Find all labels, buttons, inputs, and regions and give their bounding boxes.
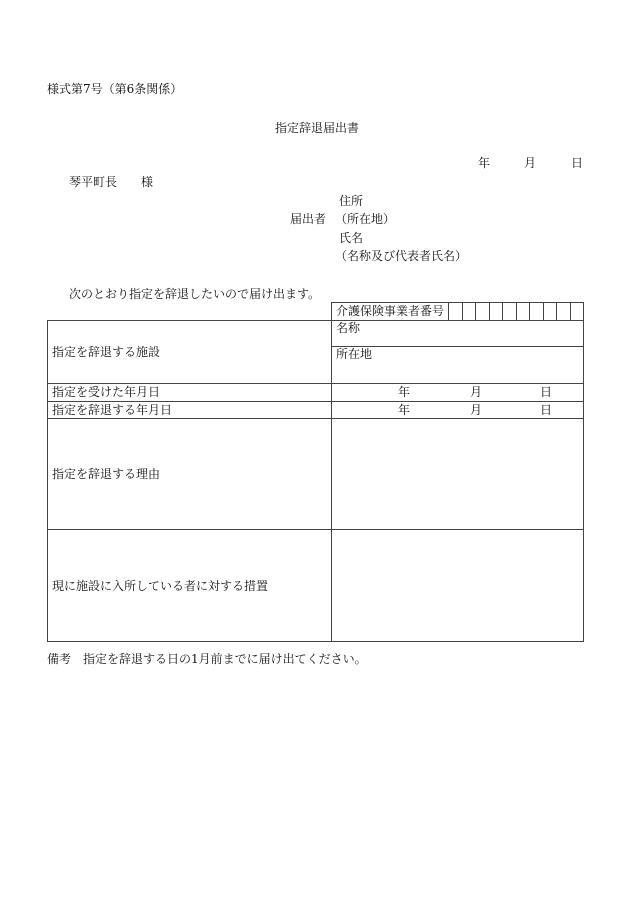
date-year-label: 年 (478, 156, 491, 170)
insurer-number-label: 介護保険事業者番号 (336, 304, 445, 318)
date-day-label: 日 (571, 156, 584, 170)
applicant-name-note: （名称及び代表者氏名） (335, 249, 468, 263)
withdrawal-date-year: 年 (398, 403, 411, 417)
designated-date-label: 指定を受けた年月日 (52, 385, 161, 399)
designated-date-year: 年 (398, 385, 411, 399)
applicant-location-label: （所在地） (335, 212, 396, 226)
applicant-name-label: 氏名 (339, 231, 364, 245)
applicant-label: 届出者 (290, 212, 327, 226)
addressee-honorific: 様 (141, 175, 154, 189)
designated-date-day: 日 (540, 385, 553, 399)
intro-text: 次のとおり指定を辞退したいので届け出ます。 (69, 287, 321, 301)
facility-location-label: 所在地 (336, 347, 373, 361)
applicant-address-label: 住所 (339, 194, 364, 208)
withdrawal-date-day: 日 (540, 403, 553, 417)
withdrawal-date-label: 指定を辞退する年月日 (52, 403, 173, 417)
addressee-name: 琴平町長 (69, 175, 118, 189)
date-month-label: 月 (524, 156, 537, 170)
designated-date-month: 月 (470, 385, 483, 399)
reason-label: 指定を辞退する理由 (52, 467, 161, 481)
remarks-note: 備考 指定を辞退する日の1月前までに届け出てください。 (47, 652, 367, 666)
measures-label: 現に施設に入所している者に対する措置 (52, 579, 269, 593)
withdrawal-date-month: 月 (470, 403, 483, 417)
facility-label: 指定を辞退する施設 (52, 345, 161, 359)
form-number: 様式第7号（第6条関係） (47, 82, 183, 96)
facility-name-label: 名称 (336, 321, 361, 335)
document-title: 指定辞退届出書 (275, 121, 360, 135)
